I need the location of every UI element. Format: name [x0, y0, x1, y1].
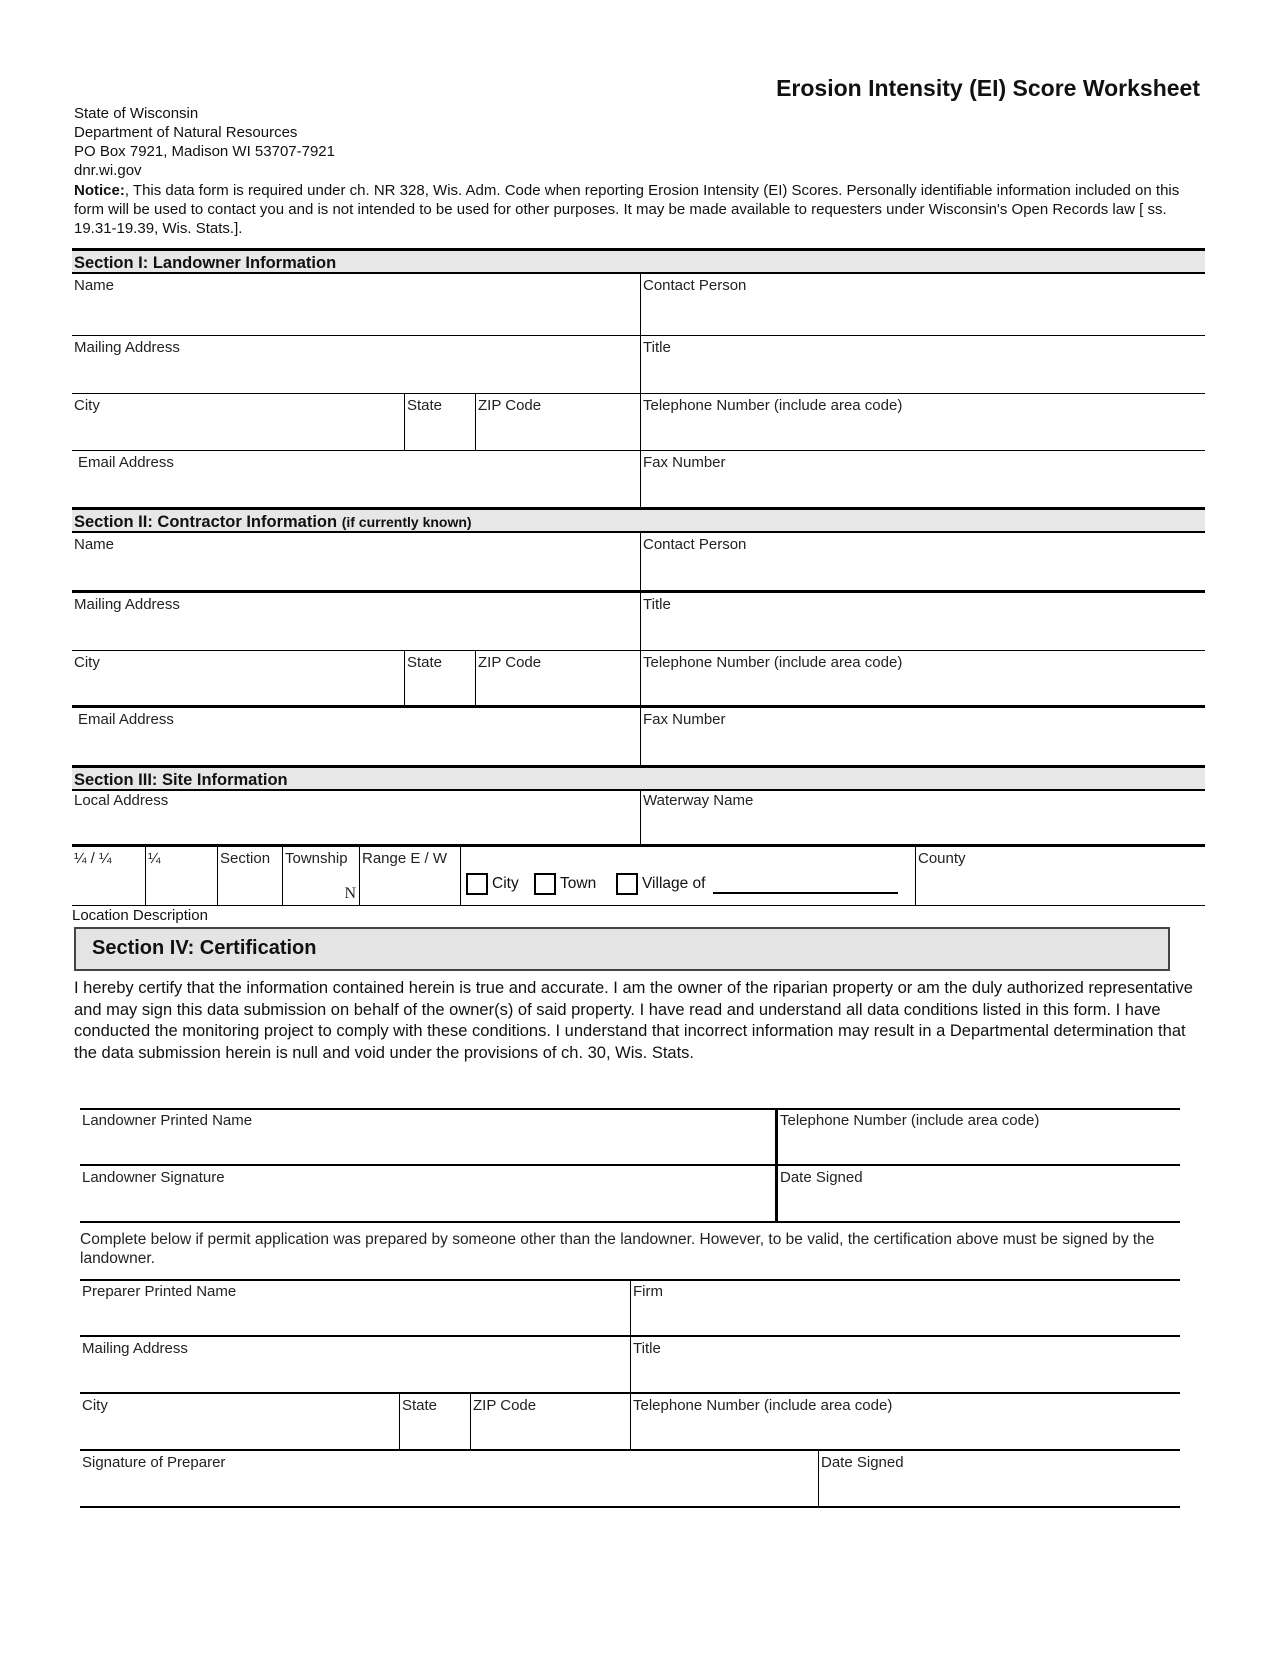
quarter-field[interactable]	[145, 847, 217, 906]
contractor-name-field[interactable]	[72, 533, 640, 593]
landowner-mailing-input[interactable]	[74, 364, 616, 383]
county-field[interactable]	[915, 847, 1205, 906]
contractor-state-field[interactable]	[404, 651, 475, 708]
landowner-phone-field[interactable]	[640, 394, 1205, 451]
agency-block	[74, 104, 335, 180]
landowner-printed-name-input[interactable]	[82, 1137, 744, 1156]
label: ZIP Code	[473, 1397, 537, 1414]
township-field[interactable]	[282, 847, 359, 906]
label: State	[407, 654, 443, 671]
agency-dept: Department of Natural Resources	[74, 124, 298, 141]
section-number-field[interactable]	[217, 847, 282, 906]
label: Fax Number	[643, 711, 726, 728]
section-2-title: Section II: Contractor Information	[74, 513, 338, 531]
label: Title	[643, 596, 671, 613]
town-label: Town	[560, 875, 597, 892]
village-label: Village of	[642, 875, 706, 892]
contractor-zip-input[interactable]	[478, 679, 636, 698]
landowner-mailing-field[interactable]	[72, 336, 640, 394]
section-4-header	[74, 927, 1170, 971]
contractor-mailing-input[interactable]	[74, 621, 616, 640]
township-n-suffix: N	[344, 885, 356, 902]
label: Section	[220, 850, 271, 867]
agency-state: State of Wisconsin	[74, 105, 199, 122]
label: Contact Person	[643, 536, 747, 553]
contractor-zip-field[interactable]	[475, 651, 640, 708]
landowner-contact-input[interactable]	[643, 302, 1181, 321]
label: ¼	[148, 850, 161, 867]
preparer-zip-field[interactable]	[470, 1394, 630, 1451]
label: Preparer Printed Name	[82, 1283, 237, 1300]
section-1-header	[72, 248, 1205, 274]
label: State	[407, 397, 443, 414]
privacy-notice	[74, 181, 1204, 238]
preparer-signature-field[interactable]	[80, 1451, 818, 1508]
preparer-zip-input[interactable]	[473, 1422, 626, 1441]
label: Email Address	[78, 711, 174, 728]
label: Mailing Address	[74, 339, 180, 356]
preparer-state-input[interactable]	[402, 1422, 471, 1441]
contractor-email-input[interactable]	[78, 736, 616, 755]
village-checkbox[interactable]	[616, 873, 638, 895]
preparer-mailing-input[interactable]	[82, 1365, 607, 1384]
landowner-email-input[interactable]	[78, 479, 616, 498]
city-checkbox[interactable]	[466, 873, 488, 895]
landowner-fax-field[interactable]	[640, 451, 1205, 507]
landowner-state-field[interactable]	[404, 394, 475, 451]
label: City	[74, 397, 100, 414]
label: ¼ / ¼	[74, 850, 112, 867]
label: Telephone Number (include area code)	[780, 1112, 1040, 1129]
section-4-title: Section IV: Certification	[92, 937, 317, 959]
label: Landowner Signature	[82, 1169, 225, 1186]
contractor-state-input[interactable]	[407, 679, 476, 698]
landowner-date-signed-input[interactable]	[780, 1194, 1164, 1213]
preparer-signature-input[interactable]	[82, 1479, 785, 1498]
section-3-title: Section III: Site Information	[74, 771, 288, 789]
village-option[interactable]	[616, 873, 898, 895]
label: Mailing Address	[74, 596, 180, 613]
label: Contact Person	[643, 277, 747, 294]
landowner-name-field[interactable]	[72, 274, 640, 336]
notice-label: Notice:	[74, 182, 125, 199]
label: Landowner Printed Name	[82, 1112, 253, 1129]
label: Date Signed	[821, 1454, 904, 1471]
section-3-header	[72, 765, 1205, 791]
preparer-note: Complete below if permit application was prepared by someone other than the landowner. However, to be valid, the certification above must be signed by the landowner.	[80, 1231, 1155, 1267]
landowner-contact-field[interactable]	[640, 274, 1205, 336]
landowner-name-input[interactable]	[74, 302, 616, 321]
landowner-email-field[interactable]	[72, 451, 640, 507]
label: Signature of Preparer	[82, 1454, 226, 1471]
landowner-signature-field[interactable]	[80, 1166, 775, 1223]
contractor-title-field[interactable]	[640, 593, 1205, 651]
preparer-state-field[interactable]	[399, 1394, 470, 1451]
landowner-date-signed-field[interactable]	[775, 1166, 1180, 1223]
label: Telephone Number (include area code)	[633, 1397, 893, 1414]
label: Title	[633, 1340, 661, 1357]
preparer-printed-name-input[interactable]	[82, 1308, 607, 1327]
label: County	[918, 850, 966, 867]
preparer-city-field[interactable]	[80, 1394, 399, 1451]
certification-text: I hereby certify that the information contained herein is true and accurate. I am the owner of the riparian property or am the duly authorized representative and may sign this data submission on behalf of the owner(s) of said property. I have read and understand all data conditions listed in this form. I have conducted the monitoring project to comply with these conditions. I understand that incorrect information may result in a Departmental determination that the data submission herein is null and void under the provisions of ch. 30, Wis. Stats.	[74, 979, 1193, 1062]
landowner-sig-phone-field[interactable]	[775, 1109, 1180, 1166]
label: Township	[285, 850, 348, 867]
agency-address: PO Box 7921, Madison WI 53707-7921	[74, 143, 335, 160]
section-2-header	[72, 507, 1205, 533]
contractor-phone-field[interactable]	[640, 651, 1205, 708]
preparer-firm-input[interactable]	[633, 1308, 1157, 1327]
label: Range E / W	[362, 850, 448, 867]
label: City	[82, 1397, 108, 1414]
city-label: City	[492, 875, 519, 892]
landowner-title-input[interactable]	[643, 364, 1181, 383]
contractor-fax-field[interactable]	[640, 708, 1205, 765]
form-title: Erosion Intensity (EI) Score Worksheet	[776, 75, 1200, 101]
label: Fax Number	[643, 454, 726, 471]
landowner-city-input[interactable]	[74, 422, 392, 441]
contractor-email-field[interactable]	[72, 708, 640, 765]
landowner-phone-input[interactable]	[643, 422, 1181, 441]
landowner-title-field[interactable]	[640, 336, 1205, 394]
contractor-name-input[interactable]	[74, 561, 616, 580]
landowner-sig-phone-input[interactable]	[780, 1137, 1164, 1156]
quarter-quarter-field[interactable]	[72, 847, 145, 906]
landowner-fax-input[interactable]	[643, 479, 1181, 498]
landowner-state-input[interactable]	[407, 422, 476, 441]
label: Telephone Number (include area code)	[643, 397, 903, 414]
site-local-address-input[interactable]	[74, 817, 616, 836]
label: Mailing Address	[82, 1340, 188, 1357]
village-name-line[interactable]	[713, 874, 898, 894]
contractor-mailing-field[interactable]	[72, 593, 640, 651]
site-local-address-field[interactable]	[72, 791, 640, 847]
contractor-contact-field[interactable]	[640, 533, 1205, 593]
town-checkbox[interactable]	[534, 873, 556, 895]
label: Name	[74, 277, 115, 294]
county-input[interactable]	[918, 875, 1195, 894]
preparer-phone-input[interactable]	[633, 1422, 1157, 1441]
label: ZIP Code	[478, 397, 542, 414]
town-option[interactable]	[534, 873, 596, 895]
preparer-title-input[interactable]	[633, 1365, 1157, 1384]
label: Email Address	[78, 454, 174, 471]
contractor-city-input[interactable]	[74, 679, 392, 698]
site-waterway-input[interactable]	[643, 817, 1181, 836]
label: City	[74, 654, 100, 671]
landowner-printed-name-field[interactable]	[80, 1109, 775, 1166]
contractor-contact-input[interactable]	[643, 561, 1181, 580]
label: ZIP Code	[478, 654, 542, 671]
preparer-date-signed-input[interactable]	[821, 1479, 1166, 1498]
preparer-firm-field[interactable]	[630, 1280, 1180, 1337]
label: Local Address	[74, 792, 169, 809]
landowner-zip-field[interactable]	[475, 394, 640, 451]
notice-text: , This data form is required under ch. NR 328, Wis. Adm. Code when reporting Erosion Intensity (EI) Scores. Personally identifiable information included on this form will be used to contact you and is not intended to be used for other purposes. It may be made available to requesters under Wisconsin's Open Records law [ ss. 19.31-19.39, Wis. Stats.].	[74, 182, 1180, 237]
section-1-title: Section I: Landowner Information	[74, 254, 337, 272]
preparer-city-input[interactable]	[82, 1422, 387, 1441]
label: Date Signed	[780, 1169, 863, 1186]
landowner-zip-input[interactable]	[478, 422, 636, 441]
contractor-phone-input[interactable]	[643, 679, 1181, 698]
preparer-date-signed-field[interactable]	[818, 1451, 1180, 1508]
preparer-mailing-field[interactable]	[80, 1337, 630, 1394]
label: State	[402, 1397, 438, 1414]
preparer-phone-field[interactable]	[630, 1394, 1180, 1451]
contractor-title-input[interactable]	[643, 621, 1181, 640]
label: Firm	[633, 1283, 663, 1300]
label: Waterway Name	[643, 792, 754, 809]
city-option[interactable]	[466, 873, 519, 895]
label: Telephone Number (include area code)	[643, 654, 903, 671]
contractor-city-field[interactable]	[72, 651, 404, 708]
location-description-label: Location Description	[72, 907, 208, 924]
site-waterway-field[interactable]	[640, 791, 1205, 847]
label: Title	[643, 339, 671, 356]
range-field[interactable]	[359, 847, 460, 906]
agency-website: dnr.wi.gov	[74, 162, 142, 179]
section-2-title-suffix: (if currently known)	[341, 514, 472, 530]
landowner-city-field[interactable]	[72, 394, 404, 451]
preparer-printed-name-field[interactable]	[80, 1280, 630, 1337]
contractor-fax-input[interactable]	[643, 736, 1181, 755]
label: Name	[74, 536, 115, 553]
landowner-signature-input[interactable]	[82, 1194, 744, 1213]
preparer-title-field[interactable]	[630, 1337, 1180, 1394]
